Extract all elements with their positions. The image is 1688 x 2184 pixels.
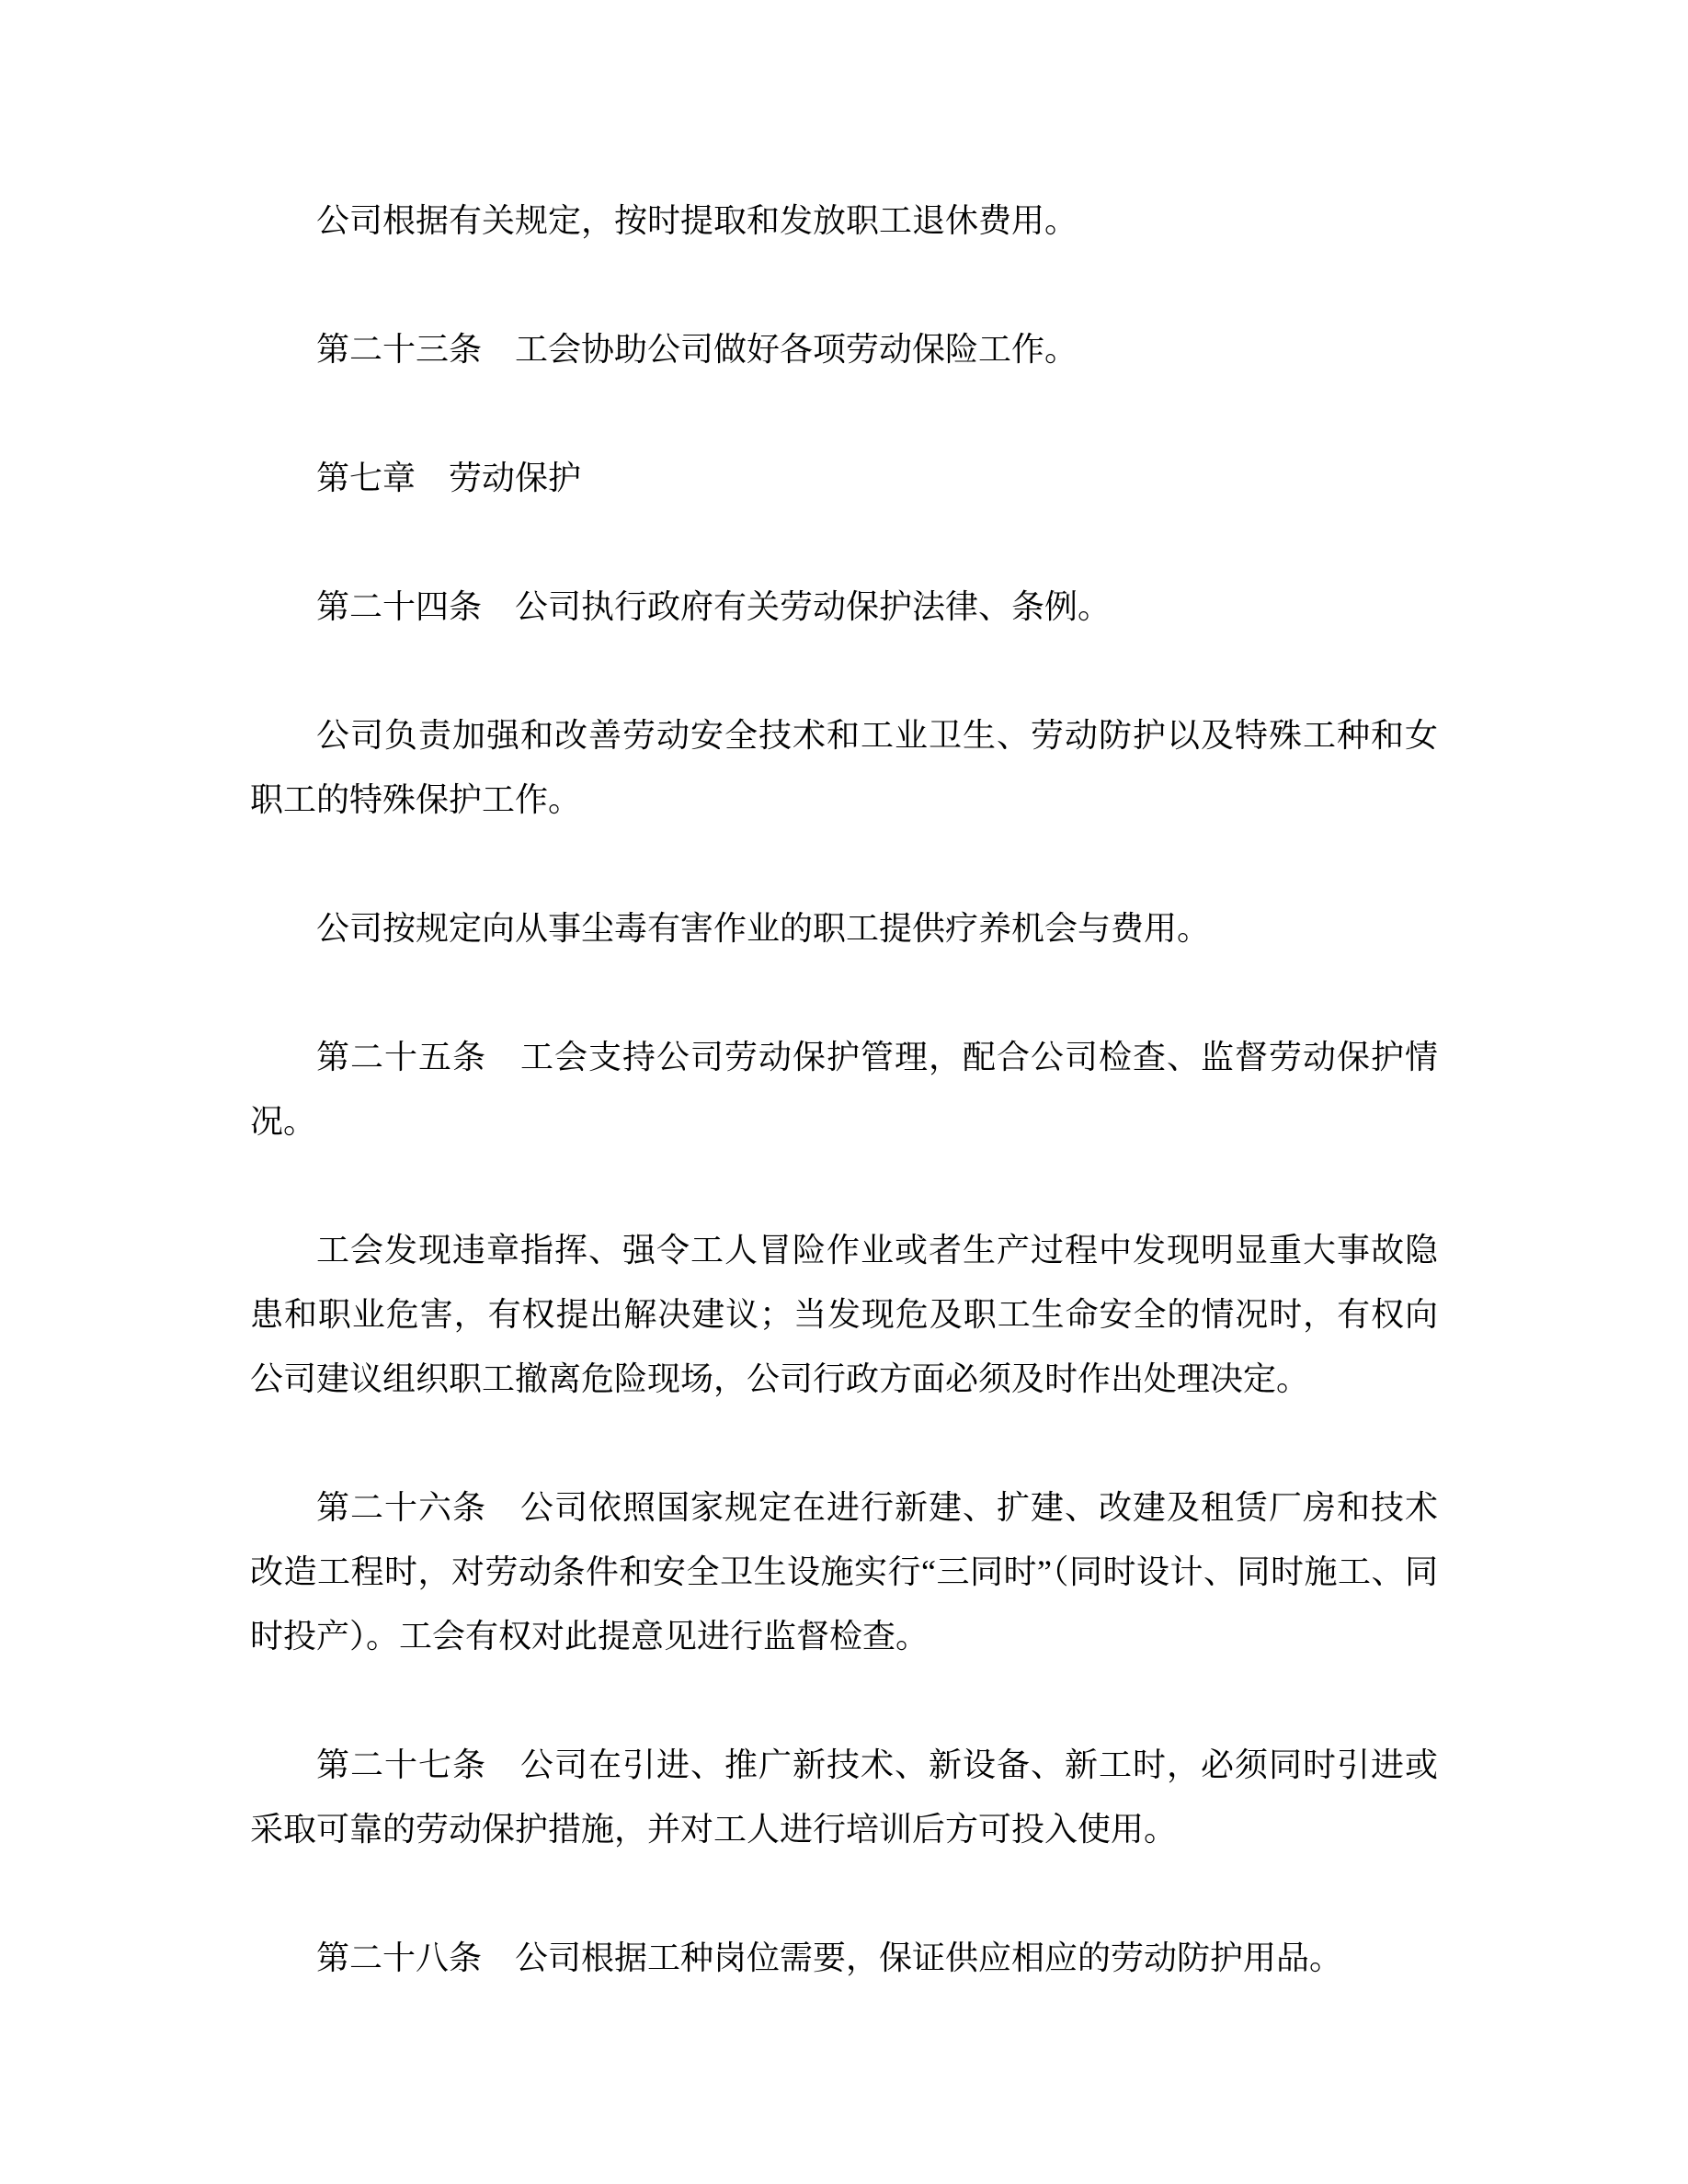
body-paragraph: 公司根据有关规定，按时提取和发放职工退休费用。: [316, 202, 1078, 239]
document-body: [250, 188, 1438, 2054]
article-paragraph: 第二十五条 工会支持公司劳动保护管理，配合公司检查、监督劳动保护情况。: [250, 1039, 1438, 1140]
article-paragraph: 第二十六条 公司依照国家规定在进行新建、扩建、改建及租赁厂房和技术改造工程时，对劳动条件和安全卫生设施实行“三同时”（同时设计、同时施工、同时投产）。工会有权对此提意见进行监督检查。: [250, 1489, 1438, 1655]
body-paragraph: 公司负责加强和改善劳动安全技术和工业卫生、劳动防护以及特殊工种和女职工的特殊保护工作。: [250, 717, 1438, 818]
article-paragraph: 第二十四条 公司执行政府有关劳动保护法律、条例。: [316, 588, 1112, 625]
chapter-heading: 第七章 劳动保护: [316, 460, 582, 496]
body-paragraph: 公司按规定向从事尘毒有害作业的职工提供疗养机会与费用。: [316, 910, 1211, 947]
article-paragraph: 第二十三条 工会协助公司做好各项劳动保险工作。: [316, 331, 1078, 368]
article-paragraph: 第二十七条 公司在引进、推广新技术、新设备、新工时，必须同时引进或采取可靠的劳动保护措施，并对工人进行培训后方可投入使用。: [250, 1746, 1438, 1848]
article-paragraph: 第二十八条 公司根据工种岗位需要，保证供应相应的劳动防护用品。: [316, 1939, 1343, 1976]
body-paragraph: 工会发现违章指挥、强令工人冒险作业或者生产过程中发现明显重大事故隐患和职业危害，有权提出解决建议；当发现危及职工生命安全的情况时，有权向公司建议组织职工撤离危险现场，公司行政方面必须及时作出处理决定。: [250, 1232, 1438, 1397]
